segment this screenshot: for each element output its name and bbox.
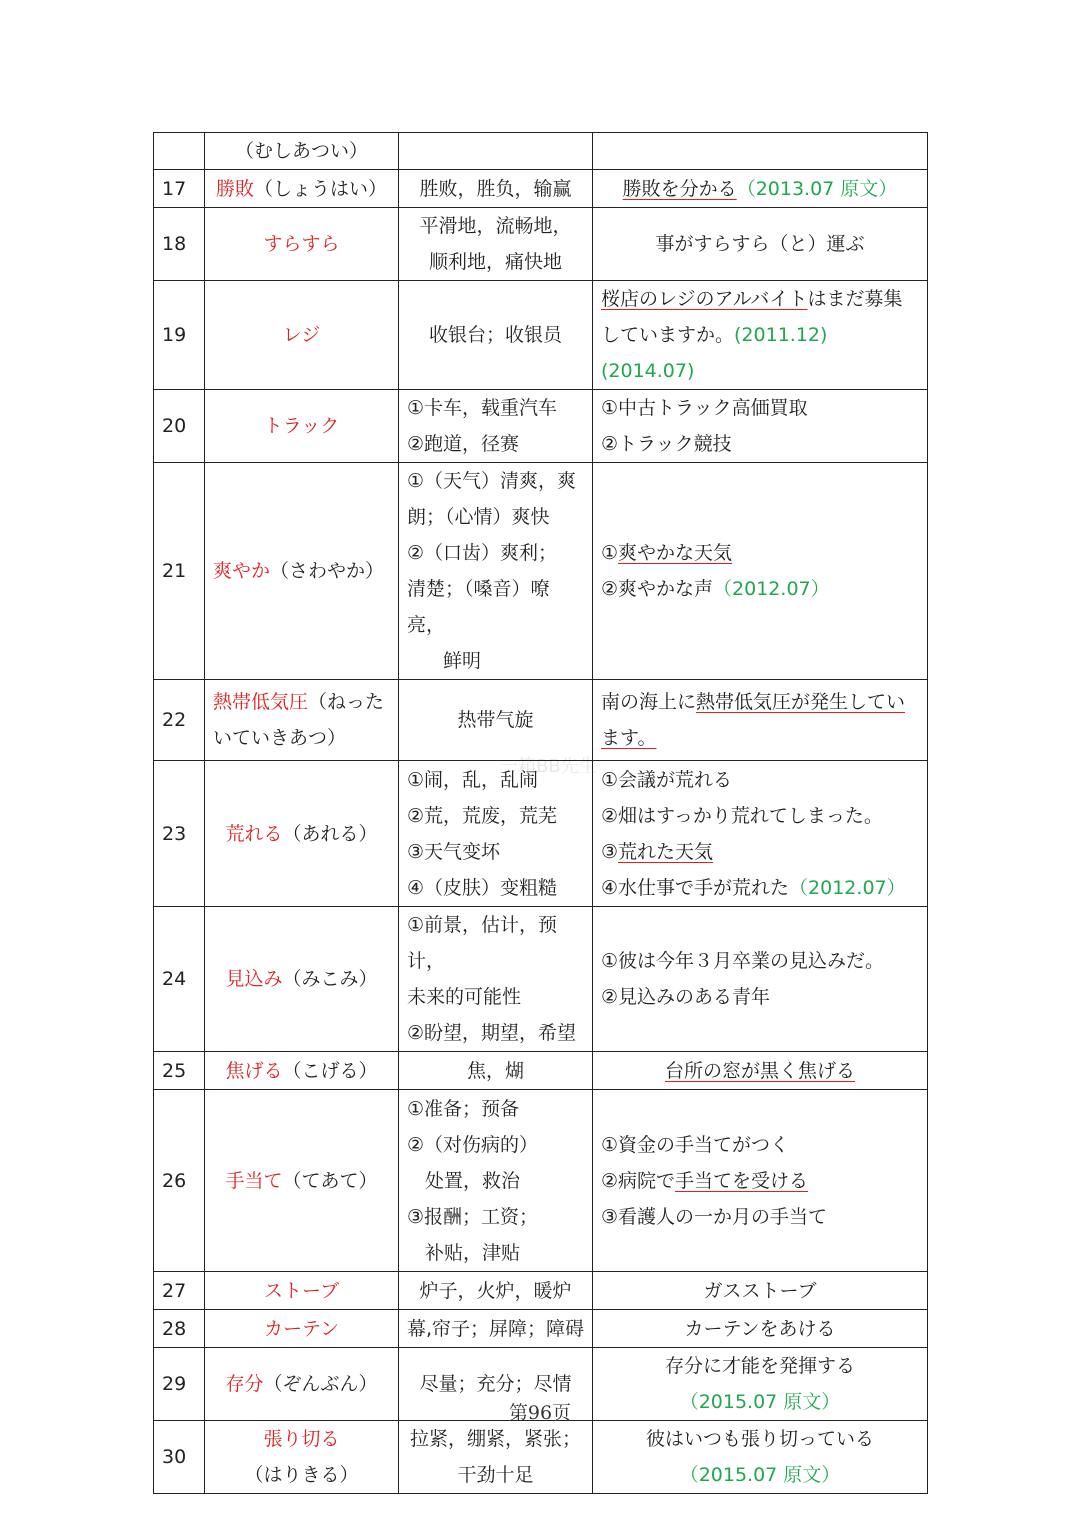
meaning-line: 胜败，胜负，输赢 [419, 177, 572, 200]
row-number: 26 [154, 1090, 205, 1272]
meaning-cell [399, 170, 593, 208]
example-text: 台所の窓が黒く焦げる [664, 1059, 855, 1082]
row-number: 18 [154, 208, 205, 281]
source-note: (2011.12) (2014.07) [601, 324, 828, 382]
example-cell [593, 1421, 928, 1494]
word: 爽やか [213, 560, 271, 582]
meaning-line: 处置，救治 [425, 1169, 521, 1192]
example-cell [593, 133, 928, 170]
meaning-cell [399, 1310, 593, 1348]
table-row [154, 1090, 928, 1272]
word-cell [205, 1090, 399, 1272]
meaning-cell [399, 761, 593, 907]
table-row [154, 761, 928, 907]
meaning-line: ②跑道，径赛 [407, 433, 520, 455]
row-number: 22 [154, 680, 205, 761]
word: カーテン [263, 1317, 340, 1340]
meaning-cell [399, 1421, 593, 1494]
reading: （あれる） [282, 822, 378, 845]
example-cell [593, 1090, 928, 1272]
word: トラック [263, 415, 340, 437]
source-note: （2012.07） [713, 578, 830, 600]
row-number: 23 [154, 761, 205, 907]
reading: （さわやか） [270, 560, 385, 582]
word: レジ [282, 324, 321, 346]
word-cell [205, 133, 399, 170]
meaning-line: ③天气变坏 [407, 840, 501, 863]
example-text: ①会議が荒れる [601, 768, 733, 791]
example-cell [593, 1272, 928, 1310]
reading: いていきあつ） [213, 727, 347, 749]
example-text: 熱帯低気圧が発生してい [696, 691, 906, 713]
example-cell [593, 281, 928, 390]
row-number: 24 [154, 907, 205, 1052]
example-cell [593, 463, 928, 680]
table-row [154, 133, 928, 170]
meaning-cell [399, 1090, 593, 1272]
word-cell [205, 1272, 399, 1310]
example-text: ます。 [601, 727, 657, 749]
meaning-line: ①前景，估计，预计， [407, 914, 558, 972]
table-row [154, 1272, 928, 1310]
meaning-cell [399, 390, 593, 463]
example-text: していますか。 [601, 324, 735, 346]
table-row [154, 463, 928, 680]
word: 存分 [225, 1373, 264, 1395]
word: 熱帯低気圧 [213, 691, 309, 713]
word-cell [205, 1052, 399, 1090]
table-row [154, 390, 928, 463]
example-text: ①彼は今年３月卒業の見込みだ。 [601, 950, 885, 972]
word-cell [205, 1421, 399, 1494]
meaning-cell [399, 133, 593, 170]
word: 張り切る [263, 1428, 340, 1450]
vocabulary-table [153, 132, 928, 1494]
example-cell [593, 1052, 928, 1090]
reading: （ねった [308, 691, 385, 713]
example-text: ①中古トラック高価買取 [601, 397, 808, 419]
meaning-cell [399, 907, 593, 1052]
meaning-cell [399, 1052, 593, 1090]
example-text: 桜店のレジのアルバイト [601, 288, 808, 310]
example-text: 荒れた天気 [618, 840, 714, 863]
source-note: （2012.07） [789, 876, 906, 899]
example-text: ②トラック競技 [601, 433, 732, 455]
row-number: 19 [154, 281, 205, 390]
page-number: 第96页 [508, 1402, 572, 1424]
example-cell [593, 208, 928, 281]
meaning-line: ①（天气）清爽，爽 [407, 470, 577, 492]
row-number: 28 [154, 1310, 205, 1348]
word: すらすら [263, 233, 340, 255]
meaning-line: 朗；（心情）爽快 [407, 506, 550, 528]
example-text: ガスストーブ [703, 1279, 817, 1302]
table-row [154, 907, 928, 1052]
source-note: （2015.07 原文） [679, 1391, 841, 1413]
word-cell [205, 281, 399, 390]
meaning-line: ①卡车，载重汽车 [407, 397, 558, 419]
example-text: ①資金の手当てがつく [601, 1133, 790, 1156]
example-text: 爽やかな天気 [618, 542, 733, 564]
reading: （てあて） [282, 1169, 378, 1192]
meaning-line: 顺利地，痛快地 [428, 251, 562, 273]
source-note: （2013.07 原文） [736, 177, 898, 200]
meaning-line: ②（对伤病的） [407, 1133, 539, 1156]
table-row [154, 1310, 928, 1348]
meaning-line: ③报酬；工资； [407, 1205, 539, 1228]
word-cell [205, 390, 399, 463]
meaning-line: 热带气旋 [457, 709, 534, 731]
meaning-cell [399, 281, 593, 390]
meaning-line: 未来的可能性 [407, 986, 522, 1008]
example-text: ③看護人の一か月の手当て [601, 1205, 828, 1228]
example-text: はまだ募集 [807, 288, 903, 310]
word-cell [205, 1310, 399, 1348]
example-text: 勝敗を分かる [622, 177, 737, 200]
example-text: ① [601, 542, 619, 564]
meaning-line: 收银台；收银员 [428, 324, 562, 346]
meaning-line: 焦，煳 [466, 1059, 524, 1082]
example-text: ④水仕事で手が荒れた [601, 876, 790, 899]
word: 手当て [225, 1169, 283, 1192]
example-cell [593, 680, 928, 761]
word-cell [205, 463, 399, 680]
example-text: 手当てを受ける [675, 1169, 809, 1192]
meaning-cell [399, 208, 593, 281]
row-number: 20 [154, 390, 205, 463]
meaning-line: 尽量；充分；尽情 [419, 1373, 572, 1395]
word-cell [205, 907, 399, 1052]
meaning-line: 清楚；（嗓音）嘹亮， [407, 578, 550, 636]
word-cell [205, 208, 399, 281]
example-text: 彼はいつも張り切っている [645, 1428, 874, 1450]
row-number: 25 [154, 1052, 205, 1090]
meaning-line: ②盼望，期望，希望 [407, 1022, 577, 1044]
table-row [154, 208, 928, 281]
example-text: ②病院で [601, 1169, 676, 1192]
source-note: （2015.07 原文） [679, 1464, 841, 1486]
reading: （ぞんぶん） [263, 1373, 378, 1395]
meaning-line: 鲜明 [443, 650, 482, 672]
word-cell [205, 170, 399, 208]
row-number [154, 133, 205, 170]
example-cell [593, 170, 928, 208]
row-number: 27 [154, 1272, 205, 1310]
example-text: ③ [601, 840, 619, 863]
meaning-cell [399, 1272, 593, 1310]
meaning-line: ②荒，荒废，荒芜 [407, 804, 558, 827]
table-row [154, 170, 928, 208]
reading: （こげる） [282, 1059, 378, 1082]
table-row [154, 281, 928, 390]
example-text: ②爽やかな声 [601, 578, 714, 600]
meaning-line: 补贴，津贴 [425, 1241, 521, 1264]
example-cell [593, 761, 928, 907]
row-number: 29 [154, 1348, 205, 1421]
word: ストーブ [263, 1279, 340, 1302]
row-number: 21 [154, 463, 205, 680]
word: 見込み [225, 968, 283, 990]
example-text: カーテンをあける [684, 1317, 836, 1340]
meaning-line: ④（皮肤）变粗糙 [407, 876, 558, 899]
example-text: ②畑はすっかり荒れてしまった。 [601, 804, 883, 827]
table-row [154, 1052, 928, 1090]
watermark: 一箱BB先生 [500, 756, 597, 777]
word-cell [205, 761, 399, 907]
word: 荒れる [225, 822, 283, 845]
meaning-line: ①准备；预备 [407, 1097, 520, 1120]
word: 勝敗 [215, 177, 254, 200]
meaning-line: ①闹，乱，乱闹 [407, 768, 539, 791]
example-cell [593, 390, 928, 463]
meaning-line: 幕,帘子；屏障；障碍 [406, 1317, 585, 1340]
word-cell [205, 680, 399, 761]
row-number: 17 [154, 170, 205, 208]
table-row [154, 680, 928, 761]
meaning-line: 炉子，火炉，暖炉 [419, 1279, 572, 1302]
table-row [154, 1421, 928, 1494]
row-number: 30 [154, 1421, 205, 1494]
meaning-line: 拉紧，绷紧，紧张； [409, 1428, 581, 1450]
example-text: ②見込みのある青年 [601, 986, 771, 1008]
meaning-cell [399, 463, 593, 680]
reading: （しょうはい） [254, 177, 388, 200]
reading: （はりきる） [244, 1464, 359, 1486]
reading: （みこみ） [282, 968, 378, 990]
example-text: 事がすらすら（と）運ぶ [655, 233, 865, 255]
meaning-cell [399, 680, 593, 761]
meaning-line: 平滑地，流畅地， [419, 215, 572, 237]
example-cell [593, 1310, 928, 1348]
example-text: 存分に才能を発揮する [664, 1355, 855, 1377]
example-text: 南の海上に [601, 691, 697, 713]
reading: （むしあつい） [234, 140, 368, 162]
example-cell [593, 907, 928, 1052]
word: 焦げる [225, 1059, 283, 1082]
meaning-line: ②（口齿）爽利； [407, 542, 558, 564]
meaning-line: 干劲十足 [457, 1464, 534, 1486]
